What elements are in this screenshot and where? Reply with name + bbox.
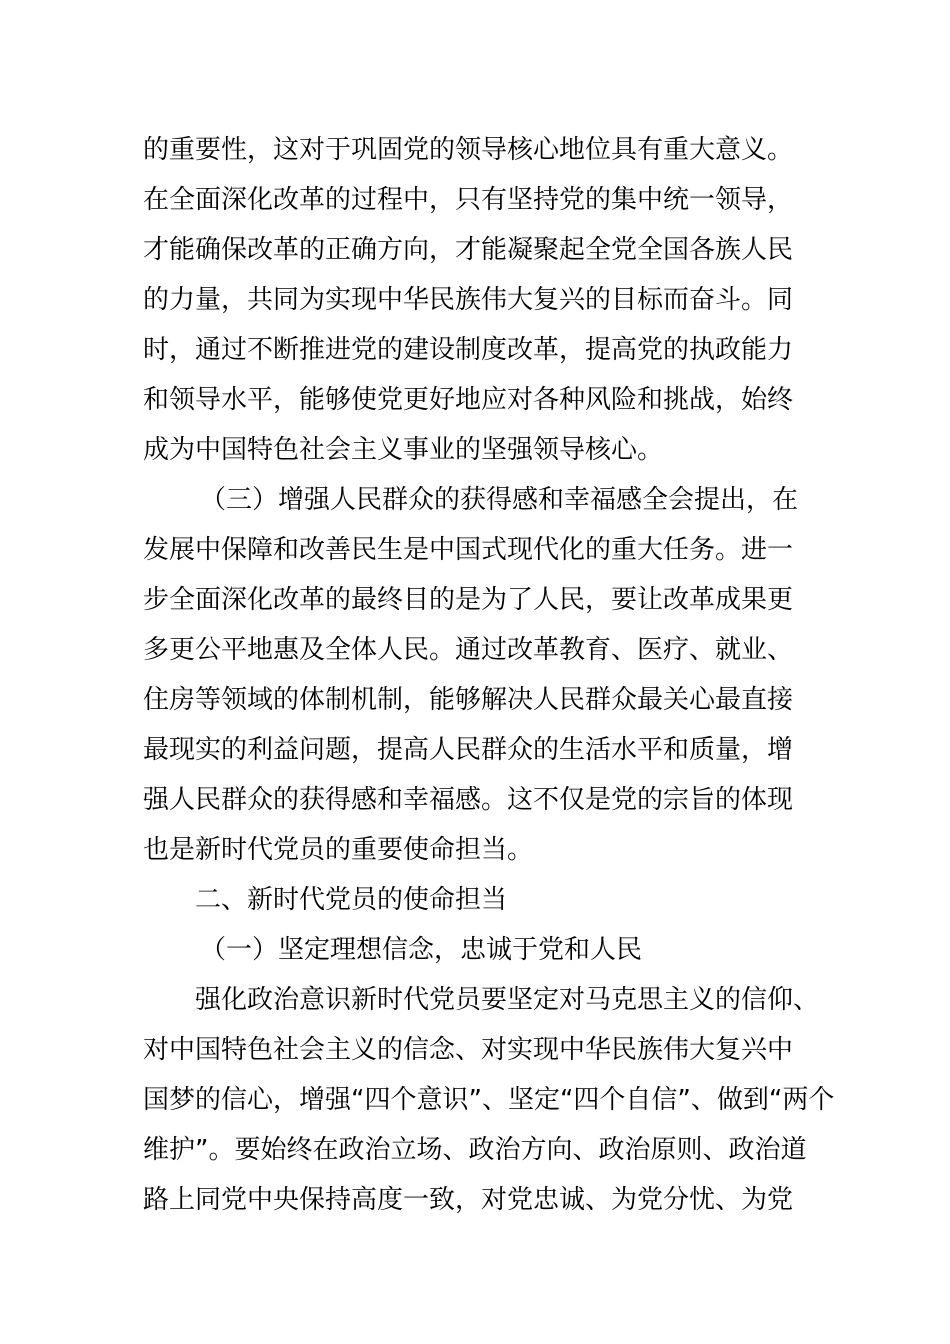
- text-line: 时，通过不断推进党的建设制度改革，提高党的执政能力: [143, 335, 794, 365]
- text-line: 住房等领域的体制机制，能够解决人民群众最关心最直接: [143, 685, 794, 715]
- text-line: 维护”。要始终在政治立场、政治方向、政治原则、政治道: [143, 1135, 807, 1165]
- text-line: 和领导水平，能够使党更好地应对各种风险和挑战，始终: [143, 385, 794, 415]
- text-line: 的重要性，这对于巩固党的领导核心地位具有重大意义。: [143, 135, 794, 165]
- text-line: 强人民群众的获得感和幸福感。这不仅是党的宗旨的体现: [143, 785, 794, 815]
- text-line: 国梦的信心，增强“四个意识”、坚定“四个自信”、做到“两个: [143, 1085, 835, 1115]
- text-line: 最现实的利益问题，提高人民群众的生活水平和质量，增: [143, 735, 794, 765]
- section-heading: （三）增强人民群众的获得感和幸福感全会提出，在: [200, 485, 799, 515]
- chapter-heading: 二、新时代党员的使命担当: [195, 885, 508, 915]
- text-line: 步全面深化改革的最终目的是为了人民，要让改革成果更: [143, 585, 794, 615]
- text-line: 路上同党中央保持高度一致，对党忠诚、为党分忧、为党: [143, 1185, 794, 1215]
- text-line: 成为中国特色社会主义事业的坚强领导核心。: [143, 435, 664, 465]
- text-line: 发展中保障和改善民生是中国式现代化的重大任务。进一: [143, 535, 794, 565]
- text-line: 在全面深化改革的过程中，只有坚持党的集中统一领导，: [143, 185, 794, 215]
- text-line: 才能确保改革的正确方向，才能凝聚起全党全国各族人民: [143, 235, 794, 265]
- text-line: 强化政治意识新时代党员要坚定对马克思主义的信仰、: [195, 985, 820, 1015]
- text-line: 也是新时代党员的重要使命担当。: [143, 835, 534, 865]
- text-line: 的力量，共同为实现中华民族伟大复兴的目标而奋斗。同: [143, 285, 794, 315]
- section-heading: （一）坚定理想信念，忠诚于党和人民: [200, 935, 643, 965]
- text-line: 多更公平地惠及全体人民。通过改革教育、医疗、就业、: [143, 635, 794, 665]
- text-line: 对中国特色社会主义的信念、对实现中华民族伟大复兴中: [143, 1035, 794, 1065]
